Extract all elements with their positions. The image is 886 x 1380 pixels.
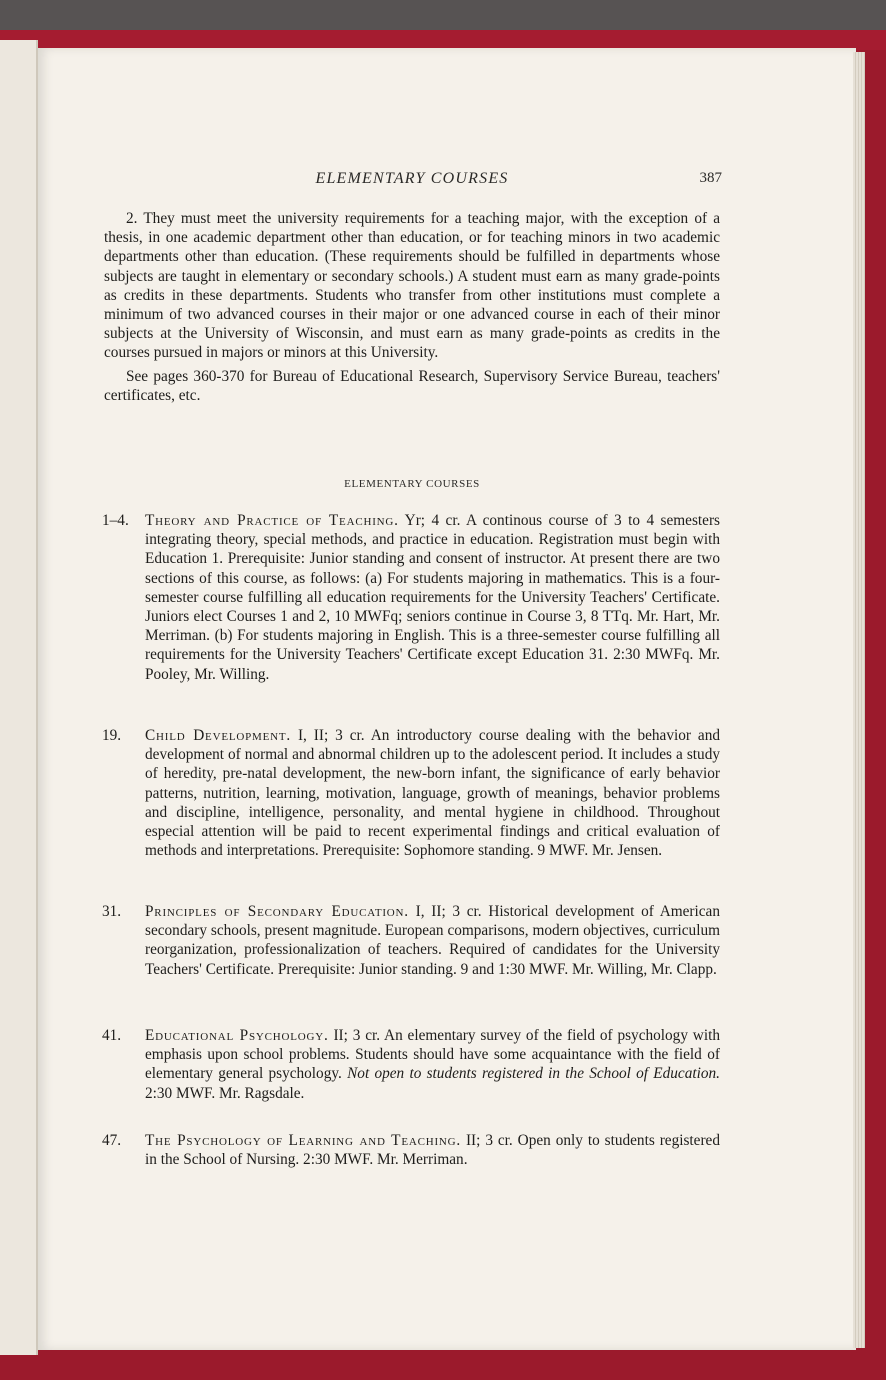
course-number: 41. [102, 1027, 122, 1044]
course-entry [104, 902, 720, 979]
course-title: Principles of Secondary Education. [145, 903, 409, 920]
course-description [145, 511, 720, 684]
course-text: II; 3 cr. An elementary survey of the field of psychology with emphasis upon school problems. Students should have some acquaintance with the field of elementary general psychology. [145, 1027, 720, 1083]
course-number: 31. [102, 903, 122, 920]
intro-paragraph-1: 2. They must meet the university requirements for a teaching major, with the exception of a thesis, in one academic department other than education, or for teaching minors in two academic departments other than education. (These requirements should be fulfilled in departments whose subjects are taught in elementary or secondary schools.) A student must earn as many grade-points as credits in these departments. Students who transfer from other institutions must complete a minimum of two advanced courses in their major or one advanced course in each of their minor subjects at the University of Wisconsin, and must earn as many grade-points as credits in the courses pursued in majors or minors at this University. [104, 210, 720, 362]
course-entry [104, 511, 720, 684]
page-number: 387 [699, 170, 722, 186]
section-heading: ELEMENTARY COURSES [344, 478, 480, 490]
course-description [145, 726, 720, 860]
course-description [145, 1131, 720, 1169]
course-text: II; 3 cr. Open only to students registered in the School of Nursing. 2:30 MWF. Mr. Merriman. [145, 1132, 720, 1169]
course-description [145, 902, 720, 979]
course-text: I, II; 3 cr. Historical development of American secondary schools, present magnitude. European comparisons, modern objectives, curriculum reorganization, professionalization of teachers. Required of candidates for the University Teachers' Certificate. Prerequisite: Junior standing. 9 and 1:30 MWF. Mr. Willing, Mr. Clapp. [145, 903, 720, 978]
course-text: Yr; 4 cr. A continous course of 3 to 4 semesters integrating theory, special methods, and practice in education. Registration must begin with Education 1. Prerequisite: Junior standing and consent of instructor. At present there are two sections of this course, as follows: (a) For students majoring in mathematics. This is a four-semester course fulfilling all education requirements for the University Teachers' Certificate. Juniors elect Courses 1 and 2, 10 MWFq; seniors continue in Course 3, 8 TTq. Mr. Hart, Mr. Merriman. (b) For students majoring in English. This is a three-semester course fulfilling all requirements for the University Teachers' Certificate except Education 31. 2:30 MWFq. Mr. Pooley, Mr. Willing. [145, 512, 720, 683]
course-entry [104, 1026, 720, 1103]
running-head [104, 170, 720, 192]
intro-text [104, 209, 720, 405]
facing-page-edge [0, 40, 38, 1355]
course-description [145, 1026, 720, 1103]
running-title: ELEMENTARY COURSES [315, 170, 509, 187]
course-text: 2:30 MWF. Mr. Ragsdale. [145, 1084, 305, 1102]
course-title: Educational Psychology. [145, 1027, 329, 1044]
course-title: The Psychology of Learning and Teaching. [145, 1132, 462, 1149]
course-number: 19. [102, 727, 122, 744]
course-title: Theory and Practice of Teaching. [145, 512, 399, 529]
course-number: 1–4. [102, 512, 129, 529]
course-entry [104, 726, 720, 860]
course-title: Child Development. [145, 727, 292, 744]
course-restriction-note: Not open to students registered in the School of Education. [347, 1065, 720, 1083]
course-text: I, II; 3 cr. An introductory course dealing with the behavior and development of normal and abnormal children up to the adolescent period. It includes a study of heredity, pre-natal development, the new-born infant, the significance of early behavior patterns, nutrition, learning, motivation, language, growth of meanings, behavior problems and discipline, intelligence, personality, and mental hygiene in childhood. Throughout especial attention will be paid to recent experimental findings and critical evaluation of methods and interpretations. Prerequisite: Sophomore standing. 9 MWF. Mr. Jensen. [145, 727, 720, 860]
intro-paragraph-2: See pages 360-370 for Bureau of Educational Research, Supervisory Service Bureau, teachers' certificates, etc. [104, 367, 720, 404]
course-entry [104, 1131, 720, 1169]
page-edges [853, 52, 865, 1348]
course-number: 47. [102, 1132, 122, 1149]
book-cover-top-edge [0, 30, 886, 50]
